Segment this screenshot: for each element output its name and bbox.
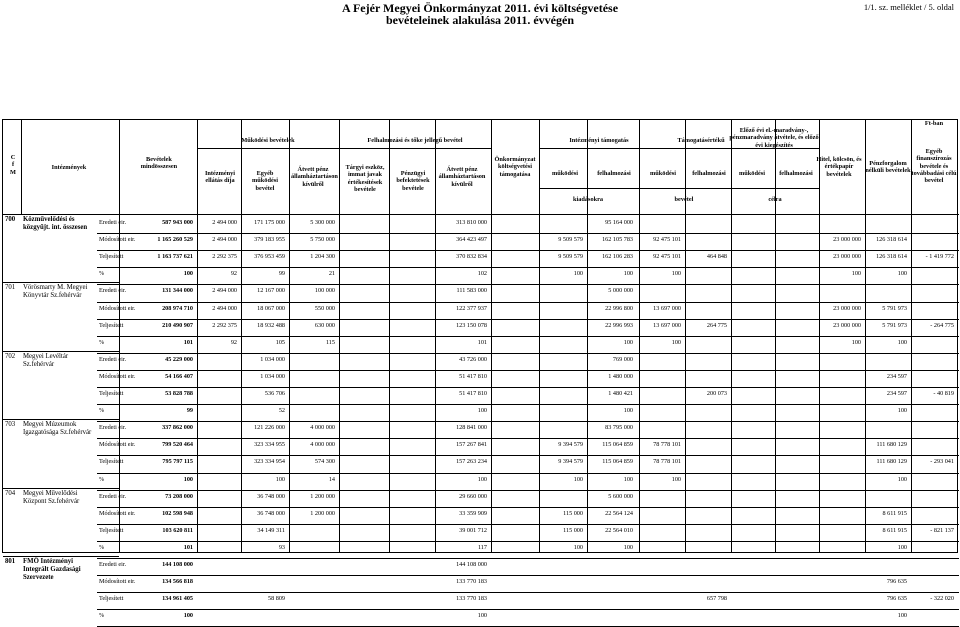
table-cell: 1 480 000 bbox=[608, 372, 633, 380]
table-cell: 29 660 000 bbox=[459, 492, 487, 500]
table-cell: 36 748 000 bbox=[257, 509, 285, 517]
table-cell: 39 001 712 bbox=[459, 526, 487, 534]
row-label: Teljesített bbox=[99, 390, 124, 397]
table-cell: 93 bbox=[278, 543, 285, 551]
table-cell: 92 475 101 bbox=[653, 253, 681, 261]
table-cell: 210 490 907 bbox=[162, 321, 193, 329]
table-cell: 126 318 614 bbox=[876, 236, 907, 244]
col-felhalmozasi: Felhalmozási és tőke jellegű bevétel bbox=[367, 137, 463, 144]
row-label: % bbox=[99, 270, 105, 278]
table-cell: 54 166 407 bbox=[165, 372, 193, 380]
row-label: Eredeti eir. bbox=[99, 561, 127, 568]
table-cell: 162 106 283 bbox=[602, 253, 633, 261]
table-cell: 115 bbox=[325, 338, 335, 346]
table-cell: 100 bbox=[275, 475, 285, 483]
table-cell: 162 105 783 bbox=[602, 236, 633, 244]
table-cell: 18 067 000 bbox=[257, 304, 285, 312]
table-cell: 2 292 375 bbox=[212, 253, 237, 261]
table-cell: 92 bbox=[230, 338, 237, 346]
subcol-mukodesi-1: működési bbox=[552, 170, 578, 177]
table-cell: 100 bbox=[573, 475, 583, 483]
col-atvett-penz-2: Átvett pénz államháztartáson kívülről bbox=[438, 166, 486, 188]
table-cell: 115 000 bbox=[563, 509, 583, 517]
row-label: Módosított eir. bbox=[99, 372, 136, 380]
table-cell: 769 000 bbox=[612, 355, 633, 363]
table-cell: 34 149 311 bbox=[257, 526, 285, 534]
revenue-table bbox=[2, 119, 958, 620]
table-cell: 234 597 bbox=[886, 390, 907, 397]
table-cell: 92 bbox=[230, 270, 237, 278]
table-cell: 370 832 834 bbox=[456, 253, 487, 261]
table-cell: 21 bbox=[328, 270, 335, 278]
subcol-mukodesi-3: működési bbox=[739, 170, 765, 177]
table-cell: 23 000 000 bbox=[833, 253, 861, 261]
table-cell: 550 000 bbox=[314, 304, 335, 312]
table-cell: 657 798 bbox=[706, 595, 727, 603]
table-cell: 53 828 788 bbox=[165, 390, 193, 397]
subcol-mukodesi-2: működési bbox=[650, 170, 676, 177]
table-cell: 5 791 973 bbox=[882, 304, 907, 312]
table-cell: 22 996 993 bbox=[605, 321, 633, 329]
col-onk-tamogatas: Önkormányzat költségvetési támogatása bbox=[494, 156, 536, 178]
table-cell: 115 064 859 bbox=[602, 441, 633, 449]
table-cell: 100 bbox=[573, 270, 583, 278]
table-cell: 795 797 115 bbox=[162, 458, 193, 466]
row-label: Teljesített bbox=[99, 253, 124, 261]
row-label: % bbox=[99, 407, 105, 415]
table-cell: 364 423 497 bbox=[456, 236, 487, 244]
row-label: Módosított eir. bbox=[99, 509, 136, 517]
table-cell: 78 778 101 bbox=[653, 441, 681, 449]
table-cell: 18 932 488 bbox=[257, 321, 285, 329]
table-cell: 100 000 bbox=[314, 287, 335, 295]
col-tamogatasertek: Támogatásértékű bbox=[677, 137, 725, 144]
table-cell: 100 bbox=[573, 543, 583, 551]
table-cell: 2 494 000 bbox=[212, 236, 237, 244]
table-cell: - 264 775 bbox=[930, 321, 954, 329]
col-mukodesi-bevetelek: Működési bevételek bbox=[241, 137, 295, 144]
table-cell: - 821 137 bbox=[930, 526, 954, 534]
table-cell: 1 204 300 bbox=[310, 253, 335, 261]
table-cell: - 1 419 772 bbox=[925, 253, 954, 261]
table-cell: 4 000 000 bbox=[310, 441, 335, 449]
col-intezmenyi-tamogatas: Intézményi támogatás bbox=[569, 137, 629, 144]
col-bevetelek-osszesen: Bevételek mindösszesen bbox=[140, 156, 178, 171]
table-cell: 587 943 000 bbox=[162, 219, 193, 226]
table-cell: 126 318 614 bbox=[876, 253, 907, 261]
institution-name: Vörösmarty M. Megyei Könyvtár Sz.fehérvár bbox=[23, 284, 88, 300]
table-cell: 105 bbox=[275, 338, 285, 346]
table-cell: 1 034 000 bbox=[260, 355, 285, 363]
label-celra: célra bbox=[768, 196, 782, 203]
row-label: Teljesített bbox=[99, 458, 124, 466]
table-cell: 95 164 000 bbox=[605, 219, 633, 226]
subcol-felhalmozasi-2: felhalmozási bbox=[692, 170, 726, 177]
table-cell: 171 175 000 bbox=[254, 219, 285, 226]
ft-ban-label: Ft-ban bbox=[924, 120, 944, 127]
table-cell: 630 000 bbox=[314, 321, 335, 329]
institution-name: Megyei Művelődési Központ Sz.fehérvár bbox=[23, 489, 80, 505]
table-cell: 36 748 000 bbox=[257, 492, 285, 500]
table-cell: 208 974 710 bbox=[162, 304, 193, 312]
table-cell: 9 509 579 bbox=[558, 253, 583, 261]
row-label: Módosított eir. bbox=[99, 304, 136, 312]
table-cell: - 293 041 bbox=[930, 458, 954, 466]
table-cell: 128 841 000 bbox=[456, 424, 487, 432]
table-cell: 1 480 421 bbox=[608, 390, 633, 397]
col-cfm: C f M bbox=[10, 154, 16, 176]
table-cell: 796 635 bbox=[886, 578, 907, 586]
table-cell: 23 000 000 bbox=[833, 236, 861, 244]
row-label: Módosított eir. bbox=[99, 578, 136, 586]
table-cell: 2 494 000 bbox=[212, 304, 237, 312]
table-cell: 796 635 bbox=[886, 595, 907, 603]
table-cell: 1 163 737 621 bbox=[157, 253, 193, 261]
institution-code: 700 bbox=[5, 216, 16, 223]
col-egyeb-mukodesi: Egyéb működési bevétel bbox=[252, 170, 278, 192]
table-cell: 100 bbox=[623, 407, 633, 415]
institution-code: 703 bbox=[5, 421, 16, 429]
row-label: Eredeti eir. bbox=[99, 219, 127, 226]
table-cell: 4 000 000 bbox=[310, 424, 335, 432]
table-cell: 100 bbox=[477, 612, 487, 620]
table-cell: 323 334 955 bbox=[254, 441, 285, 449]
table-cell: 102 bbox=[477, 270, 487, 278]
table-cell: 5 000 000 bbox=[608, 287, 633, 295]
table-cell: 313 810 000 bbox=[456, 219, 487, 226]
institution-code: 801 bbox=[5, 558, 16, 565]
table-cell: 23 000 000 bbox=[833, 321, 861, 329]
col-targyi-eszkoz: Tárgyi eszköz, immat javak értékesítések bevétele bbox=[345, 164, 385, 193]
table-cell: 100 bbox=[851, 270, 861, 278]
table-cell: 100 bbox=[851, 338, 861, 346]
institution-name: Megyei Levéltár Sz.fehérvár bbox=[23, 352, 69, 368]
table-cell: 133 770 183 bbox=[456, 595, 487, 603]
table-cell: 101 bbox=[477, 338, 487, 346]
table-cell: 13 697 000 bbox=[653, 321, 681, 329]
table-cell: 102 598 948 bbox=[162, 509, 193, 517]
table-cell: 9 394 579 bbox=[558, 441, 583, 449]
table-cell: 9 509 579 bbox=[558, 236, 583, 244]
table-cell: 337 862 000 bbox=[162, 424, 193, 432]
table-cell: 117 bbox=[477, 543, 487, 551]
table-cell: 2 494 000 bbox=[212, 219, 237, 226]
table-cell: 22 564 124 bbox=[605, 509, 633, 517]
table-cell: 9 394 579 bbox=[558, 458, 583, 466]
row-label: Teljesített bbox=[99, 321, 124, 329]
subcol-felhalmozasi-1: felhalmozási bbox=[597, 170, 631, 177]
row-label: % bbox=[99, 543, 105, 551]
label-kiadasokra: kiadásokra bbox=[572, 196, 604, 203]
table-cell: 5 791 973 bbox=[882, 321, 907, 329]
table-cell: 100 bbox=[671, 270, 681, 278]
table-cell: 8 611 915 bbox=[882, 526, 907, 534]
table-cell: 58 809 bbox=[267, 595, 285, 603]
table-cell: 376 953 459 bbox=[254, 253, 285, 261]
table-cell: 100 bbox=[183, 270, 193, 278]
table-cell: 22 996 800 bbox=[605, 304, 633, 312]
table-cell: 133 770 183 bbox=[456, 578, 487, 586]
col-elozo-evi: Előző évi el.-maradvány-, pénzmaradvány átvétele, és előző évi kiegészítés bbox=[729, 127, 819, 149]
table-cell: 13 697 000 bbox=[653, 304, 681, 312]
table-cell: 100 bbox=[183, 612, 193, 620]
row-label: Módosított eir. bbox=[99, 236, 136, 244]
page-subtitle: bevételeinek alakulása 2011. évvégén bbox=[386, 13, 574, 27]
table-cell: 323 334 954 bbox=[254, 458, 285, 466]
institution-code: 704 bbox=[5, 489, 16, 497]
table-cell: 100 bbox=[623, 475, 633, 483]
table-cell: 200 073 bbox=[706, 390, 727, 397]
row-label: % bbox=[99, 338, 105, 346]
table-cell: 100 bbox=[897, 338, 907, 346]
table-cell: 115 064 859 bbox=[602, 458, 633, 466]
table-cell: 100 bbox=[623, 270, 633, 278]
annex-reference: 1/1. sz. melléklet / 5. oldal bbox=[863, 2, 954, 12]
table-cell: 45 229 000 bbox=[165, 355, 193, 363]
table-cell: 536 706 bbox=[264, 390, 285, 397]
table-cell: 100 bbox=[671, 475, 681, 483]
table-cell: 100 bbox=[623, 543, 633, 551]
row-label: % bbox=[99, 475, 105, 483]
row-label: Eredeti eir. bbox=[99, 424, 127, 432]
table-cell: 234 597 bbox=[886, 372, 907, 380]
table-cell: 100 bbox=[623, 338, 633, 346]
table-cell: 100 bbox=[897, 543, 907, 551]
table-cell: 73 208 000 bbox=[165, 492, 193, 500]
col-intezmenyek: Intézmények bbox=[51, 164, 87, 171]
table-cell: 799 520 464 bbox=[162, 441, 193, 449]
page-title: A Fejér Megyei Önkormányzat 2011. évi költségvetése bbox=[341, 1, 619, 15]
table-cell: 111 583 000 bbox=[456, 287, 487, 295]
table-cell: 92 475 101 bbox=[653, 236, 681, 244]
table-cell: 264 775 bbox=[706, 321, 727, 329]
table-cell: 121 226 000 bbox=[254, 424, 285, 432]
table-cell: 101 bbox=[183, 338, 193, 346]
table-cell: 43 726 000 bbox=[459, 355, 487, 363]
table-cell: 144 108 000 bbox=[456, 561, 487, 568]
table-cell: 100 bbox=[897, 407, 907, 415]
row-label: Teljesített bbox=[99, 526, 124, 534]
table-cell: 100 bbox=[897, 612, 907, 620]
row-label: Eredeti eir. bbox=[99, 287, 127, 295]
institution-name: FMÖ Intézményi Integrált Gazdasági Szervezete bbox=[23, 558, 81, 581]
table-cell: 1 165 260 529 bbox=[157, 236, 193, 244]
row-label: Eredeti eir. bbox=[99, 492, 127, 500]
table-cell: 111 680 129 bbox=[876, 441, 907, 449]
table-cell: 33 359 909 bbox=[459, 509, 487, 517]
row-label: Teljesített bbox=[99, 595, 124, 603]
table-cell: 22 564 010 bbox=[605, 526, 633, 534]
col-atvett-penz-1: Átvett pénz államháztartáson kívülről bbox=[291, 166, 338, 188]
table-cell: - 40 819 bbox=[933, 390, 954, 397]
table-cell: 14 bbox=[328, 475, 335, 483]
table-cell: 1 200 000 bbox=[310, 509, 335, 517]
table-cell: 115 000 bbox=[563, 526, 583, 534]
row-label: Módosított eir. bbox=[99, 441, 136, 449]
table-cell: 8 611 915 bbox=[882, 509, 907, 517]
institution-code: 701 bbox=[5, 284, 16, 292]
table-cell: - 322 020 bbox=[930, 595, 954, 603]
table-cell: 101 bbox=[183, 543, 193, 551]
table-cell: 100 bbox=[477, 407, 487, 415]
col-intezmenyi-ellatas: Intézményi ellátás díja bbox=[204, 170, 236, 185]
table-cell: 134 961 405 bbox=[162, 595, 193, 603]
table-cell: 78 778 101 bbox=[653, 458, 681, 466]
label-bevetel: bevétel bbox=[674, 196, 694, 203]
table-cell: 464 848 bbox=[706, 253, 727, 261]
institution-code: 702 bbox=[5, 352, 16, 360]
table-cell: 5 300 000 bbox=[310, 219, 335, 226]
col-hitel: Hitel, kölcsön, és értékpapír bevételek bbox=[816, 156, 862, 178]
table-cell: 122 377 937 bbox=[456, 304, 487, 312]
col-penzforgalom: Pénzforgalom nélküli bevételek bbox=[865, 160, 911, 175]
table-cell: 100 bbox=[477, 475, 487, 483]
table-cell: 574 300 bbox=[314, 458, 335, 466]
table-cell: 1 200 000 bbox=[310, 492, 335, 500]
table-cell: 83 795 000 bbox=[605, 424, 633, 432]
col-egyeb-finanszirozas: Egyéb finanszírozás bevétele és továbbadási célú bevétel bbox=[911, 148, 957, 185]
table-cell: 12 167 000 bbox=[257, 287, 285, 295]
table-cell: 379 183 955 bbox=[254, 236, 285, 244]
row-label: Eredeti eir. bbox=[99, 355, 127, 363]
institution-name: Közművelődési és közgyűjt. int. összesen bbox=[23, 216, 88, 231]
col-penzugyi-befektetesek: Pénzügyi befektetések bevétele bbox=[396, 170, 430, 192]
table-cell: 103 620 811 bbox=[162, 526, 193, 534]
table-cell: 51 417 810 bbox=[459, 390, 487, 397]
table-cell: 131 344 000 bbox=[162, 287, 193, 295]
table-cell: 23 000 000 bbox=[833, 304, 861, 312]
table-cell: 51 417 810 bbox=[459, 372, 487, 380]
table-cell: 144 108 000 bbox=[162, 561, 193, 568]
table-cell: 157 267 841 bbox=[456, 441, 487, 449]
table-cell: 5 600 000 bbox=[608, 492, 633, 500]
table-cell: 5 750 000 bbox=[310, 236, 335, 244]
table-cell: 2 292 375 bbox=[212, 321, 237, 329]
row-label: % bbox=[99, 612, 105, 620]
table-cell: 52 bbox=[278, 407, 285, 415]
table-cell: 100 bbox=[897, 475, 907, 483]
table-cell: 99 bbox=[186, 407, 193, 415]
subcol-felhalmozasi-3: felhalmozási bbox=[779, 170, 813, 177]
table-cell: 2 494 000 bbox=[212, 287, 237, 295]
table-cell: 100 bbox=[671, 338, 681, 346]
table-cell: 123 150 078 bbox=[456, 321, 487, 329]
table-cell: 99 bbox=[278, 270, 285, 278]
table-cell: 111 680 129 bbox=[876, 458, 907, 466]
table-cell: 134 566 818 bbox=[162, 578, 193, 586]
table-cell: 1 034 000 bbox=[260, 372, 285, 380]
table-cell: 157 263 234 bbox=[456, 458, 487, 466]
table-cell: 100 bbox=[183, 475, 193, 483]
institution-name: Megyei Múzeumok Igazgatósága Sz.fehérvár bbox=[23, 421, 92, 437]
table-cell: 100 bbox=[897, 270, 907, 278]
